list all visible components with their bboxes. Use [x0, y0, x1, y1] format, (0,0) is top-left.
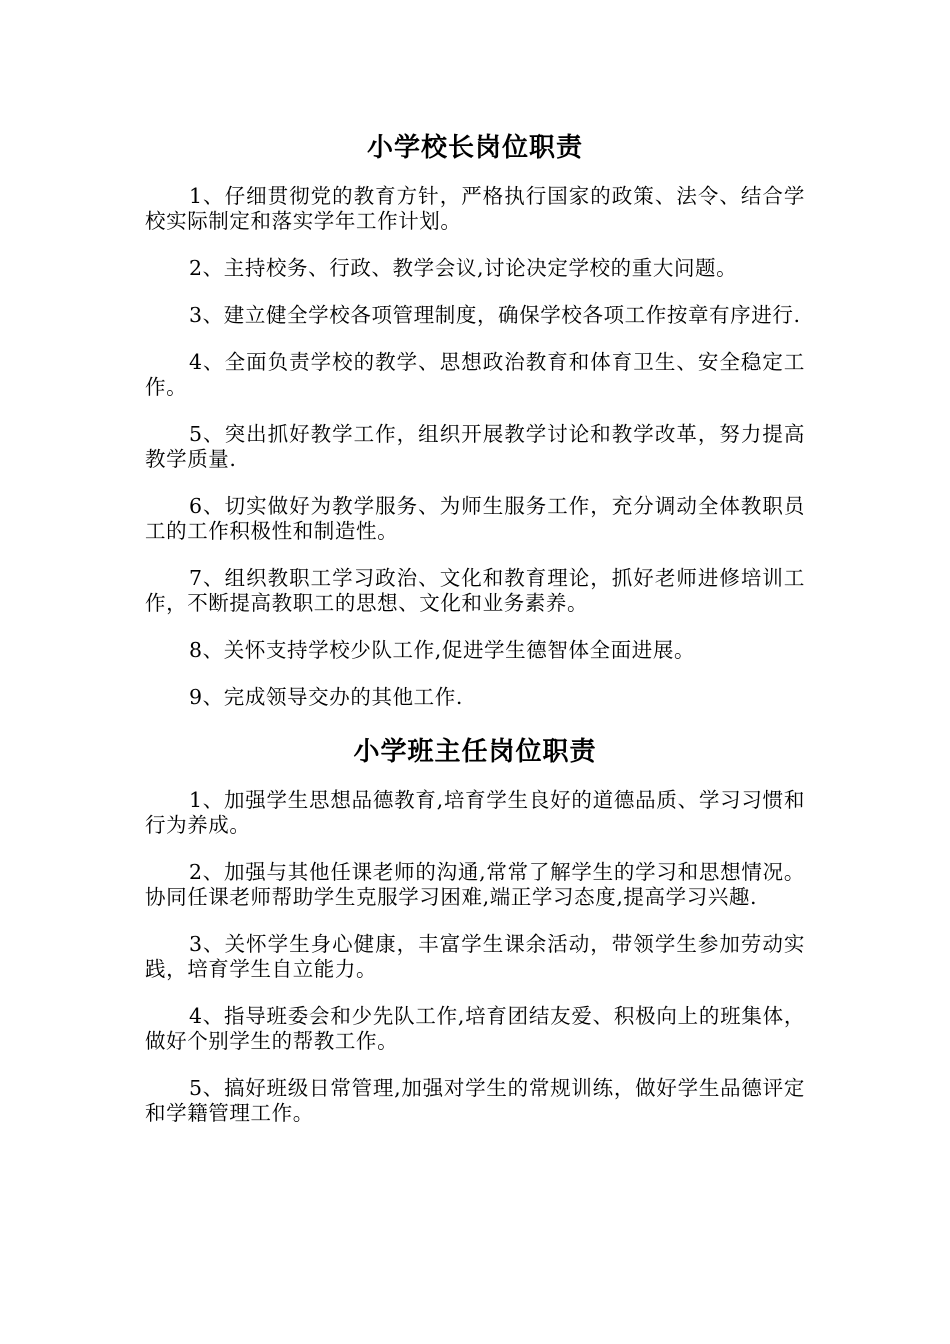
head-teacher-duty-3: 3、关怀学生身心健康，丰富学生课余活动，带领学生参加劳动实践，培育学生自立能力。 — [145, 932, 805, 981]
section-title-principal: 小学校长岗位职责 — [366, 133, 583, 163]
principal-duty-2: 2、主持校务、行政、教学会议,讨论决定学校的重大问题。 — [189, 256, 738, 280]
principal-duty-4: 4、全面负责学校的教学、思想政治教育和体育卫生、安全稳定工作。 — [145, 350, 805, 399]
head-teacher-duty-4: 4、指导班委会和少先队工作,培育团结友爱、积极向上的班集体，做好个别学生的帮教工作。 — [145, 1004, 805, 1053]
principal-duty-9: 9、完成领导交办的其他工作. — [189, 685, 463, 709]
principal-duty-7: 7、组织教职工学习政治、文化和教育理论，抓好老师进修培训工作，不断提高教职工的思想、文化和业务素养。 — [145, 566, 805, 615]
principal-duty-1: 1、仔细贯彻党的教育方针，严格执行国家的政策、法令、结合学校实际制定和落实学年工作计划。 — [145, 184, 805, 233]
principal-duty-6: 6、切实做好为教学服务、为师生服务工作，充分调动全体教职员工的工作积极性和制造性。 — [145, 494, 805, 543]
principal-duty-3: 3、建立健全学校各项管理制度，确保学校各项工作按章有序进行. — [189, 303, 801, 327]
principal-duty-8: 8、关怀支持学校少队工作,促进学生德智体全面进展。 — [189, 638, 696, 662]
document-content — [145, 128, 805, 1148]
principal-duty-5: 5、突出抓好教学工作，组织开展教学讨论和教学改革，努力提高教学质量. — [145, 422, 805, 471]
head-teacher-duty-1: 1、加强学生思想品德教育,培育学生良好的道德品质、学习习惯和行为养成。 — [145, 788, 805, 837]
section-title-head-teacher: 小学班主任岗位职责 — [353, 737, 597, 767]
head-teacher-duty-5: 5、搞好班级日常管理,加强对学生的常规训练，做好学生品德评定和学籍管理工作。 — [145, 1076, 805, 1125]
head-teacher-duty-2: 2、加强与其他任课老师的沟通,常常了解学生的学习和思想情况。协同任课老师帮助学生克服学习困难,端正学习态度,提高学习兴趣. — [145, 860, 805, 909]
